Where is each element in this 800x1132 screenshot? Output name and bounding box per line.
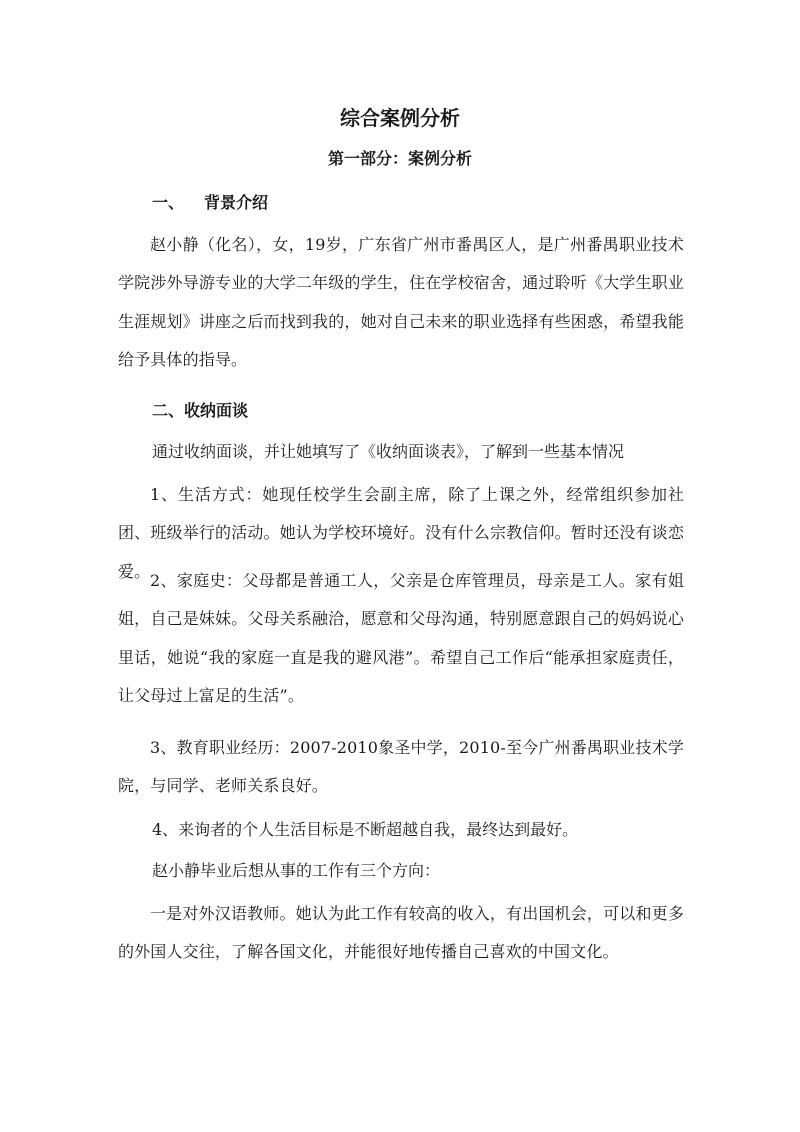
direction-1: 一是对外汉语教师。她认为此工作有较高的收入，有出国机会，可以和更多的外国人交往，了解各国文化，并能很好地传播自己喜欢的中国文化。	[118, 904, 684, 962]
document-subtitle: 第一部分：案例分析	[327, 149, 472, 168]
section2-item-2: 2、家庭史：父母都是普通工人，父亲是仓库管理员，母亲是工人。家有姐姐，自己是妹妹。父母关系融洽，愿意和父母沟通，特别愿意跟自己的妈妈说心里话，她说“我的家庭一直是我的避风港”。希望自己工作后“能承担家庭责任，让父母过上富足的生活”。	[118, 571, 684, 705]
section2-item-4: 4、来询者的个人生活目标是不断超越自我，最终达到最好。	[152, 820, 579, 839]
section1-paragraph: 赵小静（化名），女，19岁，广东省广州市番禺区人，是广州番禺职业技术学院涉外导游专业的大学二年级的学生，住在学校宿舍，通过聆听《大学生职业生涯规划》讲座之后而找到我的，她对自己未来的职业选择有些困惑，希望我能给予具体的指导。	[118, 235, 684, 369]
section1-title: 背景介绍	[204, 193, 269, 212]
section1-heading	[152, 191, 268, 215]
directions-intro: 赵小静毕业后想从事的工作有三个方向：	[152, 861, 441, 880]
section2-item-3: 3、教育职业经历：2007-2010象圣中学，2010-至今广州番禺职业技术学院，与同学、老师关系良好。	[118, 738, 684, 796]
section2-item-1: 1、生活方式：她现任校学生会副主席，除了上课之外，经常组织参加社团、班级举行的活动。她认为学校环境好。没有什么宗教信仰。暂时还没有谈恋爱。	[118, 485, 684, 581]
section2-heading: 二、收纳面谈	[152, 401, 249, 420]
section1-number: 一、	[152, 193, 185, 212]
section2-intro: 通过收纳面谈，并让她填写了《收纳面谈表》，了解到一些基本情况	[152, 442, 625, 461]
document-title: 综合案例分析	[340, 106, 460, 130]
